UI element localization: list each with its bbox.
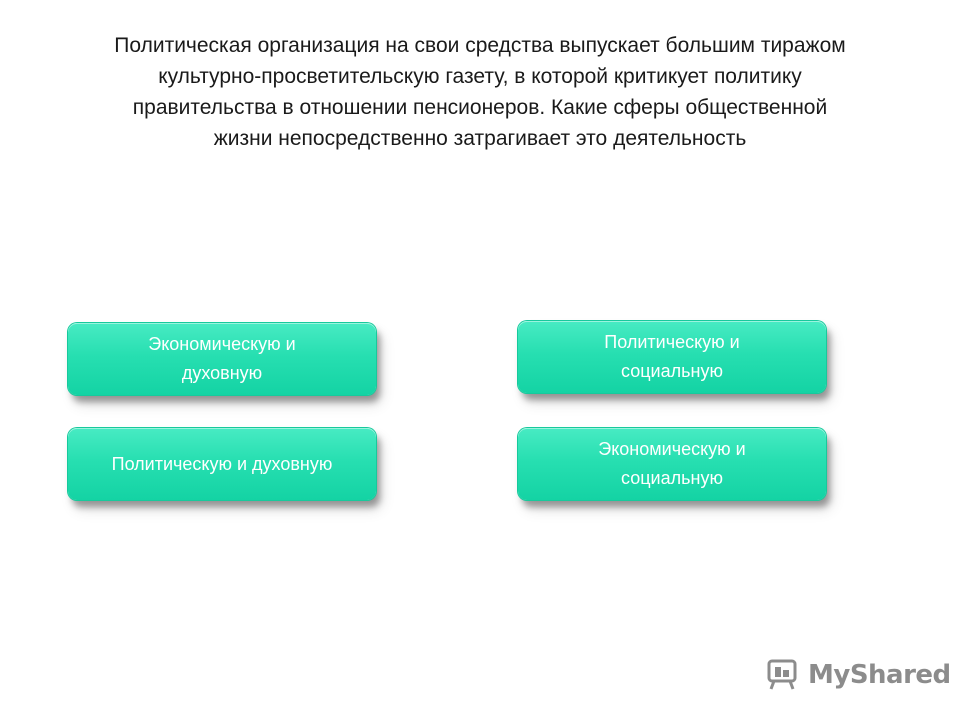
answer-button-economic-spiritual[interactable] — [68, 323, 376, 395]
answer-label — [586, 435, 757, 493]
answer-label-line: Экономическую и — [148, 334, 296, 354]
myshared-watermark — [766, 655, 951, 695]
watermark-text: MyShared — [808, 660, 951, 690]
answer-label-line: социальную — [621, 361, 723, 381]
answer-button-economic-social[interactable] — [518, 428, 826, 500]
question-text — [50, 30, 910, 154]
answer-button-political-spiritual[interactable] — [68, 428, 376, 500]
answer-label-line: социальную — [621, 468, 723, 488]
question-line: культурно-просветительскую газету, в которой критикует политику — [158, 65, 802, 88]
answer-label-line: Политическую и духовную — [111, 453, 333, 474]
answer-label — [136, 330, 307, 388]
answer-label-line: духовную — [181, 363, 263, 383]
answer-label — [592, 328, 751, 386]
answer-label-line: Экономическую и — [598, 439, 746, 459]
myshared-logo-icon — [766, 658, 802, 692]
answer-label — [100, 450, 345, 479]
question-line: правительства в отношении пенсионеров. Какие сферы общественной — [132, 96, 828, 119]
answer-button-political-social[interactable] — [518, 321, 826, 393]
question-line: Политическая организация на свои средства выпускает большим тиражом — [114, 34, 846, 57]
question-line: жизни непосредственно затрагивает это деятельность — [213, 127, 747, 150]
answer-label-line: Политическую и — [604, 332, 740, 352]
